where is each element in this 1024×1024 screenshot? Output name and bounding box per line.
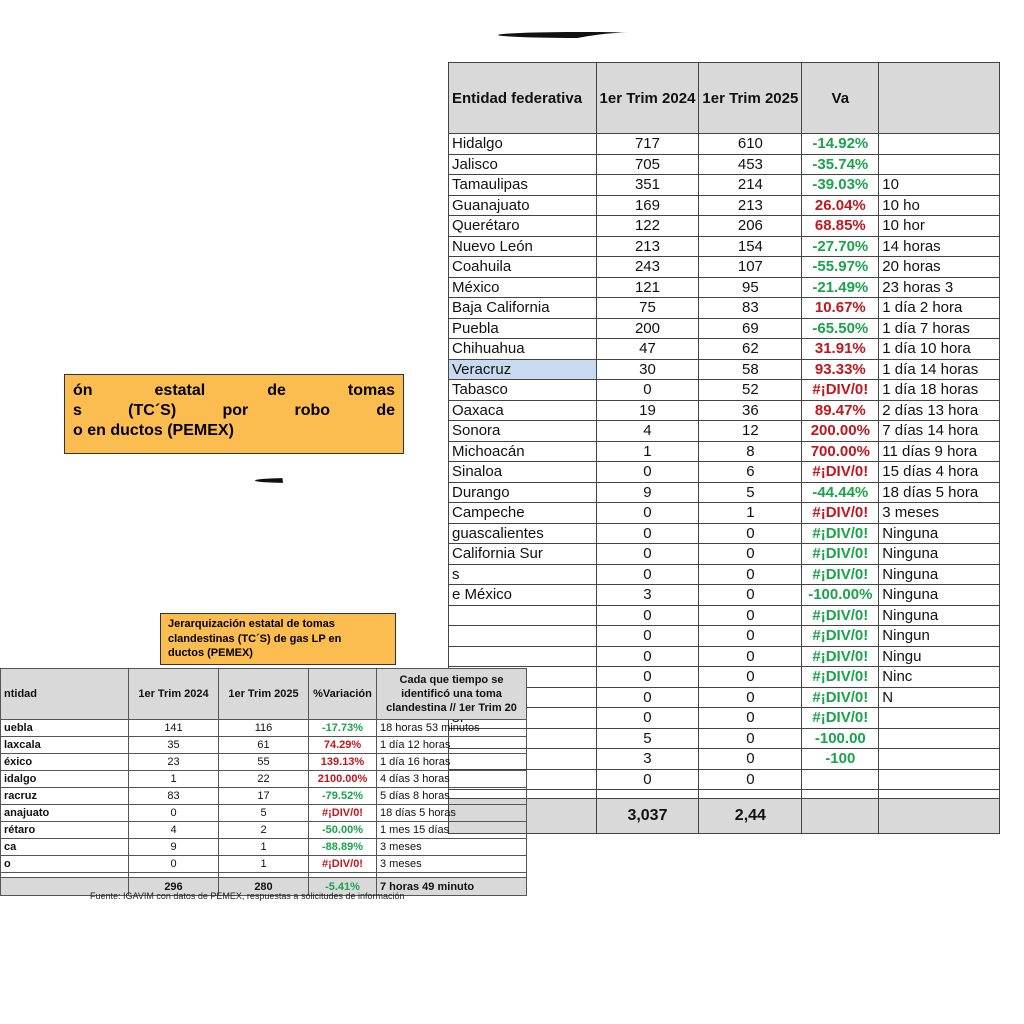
entity-cell: Jalisco bbox=[449, 154, 597, 175]
time-cell: Ninguna bbox=[879, 544, 1000, 565]
variation-cell: 26.04% bbox=[802, 195, 879, 216]
table-row bbox=[449, 195, 1000, 216]
entity-cell: racruz bbox=[1, 788, 129, 805]
trim-2025-cell: 453 bbox=[699, 154, 802, 175]
entity-cell: laxcala bbox=[1, 737, 129, 754]
trim-2025-cell: 36 bbox=[699, 400, 802, 421]
time-cell: 23 horas 3 bbox=[879, 277, 1000, 298]
trim-2025-cell: 52 bbox=[699, 380, 802, 401]
variation-cell: -79.52% bbox=[309, 788, 377, 805]
trim-2024-cell: 19 bbox=[596, 400, 699, 421]
lp-header-entity: ntidad bbox=[1, 669, 129, 720]
lp-table-title bbox=[160, 613, 396, 665]
trim-2024-cell: 200 bbox=[596, 318, 699, 339]
trim-2025-cell: 116 bbox=[219, 720, 309, 737]
entity-cell: o bbox=[1, 856, 129, 873]
trim-2025-cell: 22 bbox=[219, 771, 309, 788]
variation-cell: -65.50% bbox=[802, 318, 879, 339]
lp-ranking-table bbox=[0, 668, 527, 896]
trim-2024-cell: 705 bbox=[596, 154, 699, 175]
trim-2025-cell: 58 bbox=[699, 359, 802, 380]
trim-2025-cell: 0 bbox=[699, 564, 802, 585]
trim-2025-cell: 0 bbox=[699, 728, 802, 749]
lp-header-trim-2025: 1er Trim 2025 bbox=[219, 669, 309, 720]
trim-2025-cell: 107 bbox=[699, 257, 802, 278]
variation-cell: #¡DIV/0! bbox=[802, 523, 879, 544]
trim-2024-cell: 9 bbox=[596, 482, 699, 503]
spacer-cell bbox=[802, 790, 879, 799]
entity-cell: Oaxaca bbox=[449, 400, 597, 421]
lp-header-time: Cada que tiempo se identificó una toma clandestina // 1er Trim 20 bbox=[377, 669, 527, 720]
variation-cell bbox=[802, 769, 879, 790]
total-2024-cell: 296 bbox=[129, 878, 219, 896]
time-cell: 5 días 8 horas bbox=[377, 788, 527, 805]
entity-cell: Puebla bbox=[449, 318, 597, 339]
table-row bbox=[449, 277, 1000, 298]
total-variation-cell: -5.41% bbox=[309, 878, 377, 896]
entity-cell: uebla bbox=[1, 720, 129, 737]
gas-title-line: s (TC´S) por robo de bbox=[73, 402, 395, 419]
time-cell: 1 mes 15 días bbox=[377, 822, 527, 839]
variation-cell: -88.89% bbox=[309, 839, 377, 856]
trim-2025-cell: 213 bbox=[699, 195, 802, 216]
time-cell: 14 horas bbox=[879, 236, 1000, 257]
trim-2025-cell: 12 bbox=[699, 421, 802, 442]
trim-2024-cell: 0 bbox=[596, 544, 699, 565]
trim-2025-cell: 0 bbox=[699, 626, 802, 647]
trim-2025-cell: 0 bbox=[699, 749, 802, 770]
time-cell: 18 horas 53 minutos bbox=[377, 720, 527, 737]
entity-cell: Sonora bbox=[449, 421, 597, 442]
header-time bbox=[879, 63, 1000, 134]
entity-cell: Querétaro bbox=[449, 216, 597, 237]
time-cell: 11 días 9 hora bbox=[879, 441, 1000, 462]
entity-cell: Coahuila bbox=[449, 257, 597, 278]
trim-2025-cell: 61 bbox=[219, 737, 309, 754]
table-row bbox=[449, 380, 1000, 401]
time-cell: 1 día 2 hora bbox=[879, 298, 1000, 319]
variation-cell: #¡DIV/0! bbox=[802, 646, 879, 667]
entity-cell: Chihuahua bbox=[449, 339, 597, 360]
trim-2024-cell: 3 bbox=[596, 585, 699, 606]
trim-2024-cell: 9 bbox=[129, 839, 219, 856]
trim-2025-cell: 69 bbox=[699, 318, 802, 339]
header-variation: Va bbox=[802, 63, 879, 134]
time-cell bbox=[879, 728, 1000, 749]
time-cell: Ninguna bbox=[879, 523, 1000, 544]
trim-2024-cell: 0 bbox=[596, 503, 699, 524]
spacer-cell bbox=[879, 790, 1000, 799]
variation-cell: #¡DIV/0! bbox=[802, 380, 879, 401]
variation-cell: #¡DIV/0! bbox=[802, 462, 879, 483]
variation-cell: 700.00% bbox=[802, 441, 879, 462]
table-row bbox=[449, 421, 1000, 442]
lp-table-body bbox=[1, 720, 527, 896]
trim-2024-cell: 5 bbox=[596, 728, 699, 749]
trim-2024-cell: 4 bbox=[129, 822, 219, 839]
trim-2025-cell: 0 bbox=[699, 687, 802, 708]
time-cell bbox=[879, 769, 1000, 790]
entity-cell: rétaro bbox=[1, 822, 129, 839]
trim-2025-cell: 0 bbox=[699, 769, 802, 790]
time-cell: 1 día 16 horas bbox=[377, 754, 527, 771]
time-cell: Ninguna bbox=[879, 585, 1000, 606]
time-cell bbox=[879, 749, 1000, 770]
time-cell: Ninguna bbox=[879, 605, 1000, 626]
trim-2024-cell: 0 bbox=[129, 805, 219, 822]
variation-cell: -44.44% bbox=[802, 482, 879, 503]
entity-cell: s bbox=[449, 564, 597, 585]
entity-cell: Tabasco bbox=[449, 380, 597, 401]
variation-cell: -100 bbox=[802, 749, 879, 770]
variation-cell: -17.73% bbox=[309, 720, 377, 737]
trim-2025-cell: 154 bbox=[699, 236, 802, 257]
trim-2025-cell: 0 bbox=[699, 585, 802, 606]
table-row bbox=[1, 788, 527, 805]
trim-2025-cell: 8 bbox=[699, 441, 802, 462]
time-cell: Ningun bbox=[879, 626, 1000, 647]
total-2025-cell: 2,44 bbox=[699, 799, 802, 834]
trim-2024-cell: 0 bbox=[129, 856, 219, 873]
table-row bbox=[449, 318, 1000, 339]
lp-header-variation: %Variación bbox=[309, 669, 377, 720]
table-row bbox=[449, 359, 1000, 380]
time-cell: 3 meses bbox=[377, 856, 527, 873]
variation-cell: -14.92% bbox=[802, 134, 879, 155]
time-cell: 10 hor bbox=[879, 216, 1000, 237]
table-row bbox=[1, 805, 527, 822]
table-row bbox=[1, 754, 527, 771]
trim-2024-cell: 4 bbox=[596, 421, 699, 442]
trim-2024-cell: 213 bbox=[596, 236, 699, 257]
trim-2024-cell: 0 bbox=[596, 646, 699, 667]
table-row bbox=[449, 134, 1000, 155]
entity-cell: ca bbox=[1, 839, 129, 856]
variation-cell: 68.85% bbox=[802, 216, 879, 237]
time-cell: 3 meses bbox=[879, 503, 1000, 524]
table-row bbox=[1, 737, 527, 754]
trim-2025-cell: 83 bbox=[699, 298, 802, 319]
trim-2025-cell: 17 bbox=[219, 788, 309, 805]
trim-2025-cell: 2 bbox=[219, 822, 309, 839]
trim-2024-cell: 23 bbox=[129, 754, 219, 771]
variation-cell: #¡DIV/0! bbox=[309, 856, 377, 873]
total-2025-cell: 280 bbox=[219, 878, 309, 896]
entity-cell: Nuevo León bbox=[449, 236, 597, 257]
trim-2024-cell: 75 bbox=[596, 298, 699, 319]
table-row bbox=[1, 771, 527, 788]
variation-cell: 10.67% bbox=[802, 298, 879, 319]
lp-table-header bbox=[1, 669, 527, 720]
trim-2025-cell: 0 bbox=[699, 605, 802, 626]
table-row bbox=[449, 400, 1000, 421]
trim-2025-cell: 62 bbox=[699, 339, 802, 360]
variation-cell: -27.70% bbox=[802, 236, 879, 257]
spacer-cell bbox=[596, 790, 699, 799]
header-trim-2025: 1er Trim 2025 bbox=[699, 63, 802, 134]
gas-title-line: o en ductos (PEMEX) bbox=[73, 422, 234, 439]
table-row bbox=[449, 339, 1000, 360]
lp-title-line: Jerarquización estatal de tomas bbox=[168, 618, 335, 630]
table-row bbox=[449, 154, 1000, 175]
trim-2024-cell: 1 bbox=[596, 441, 699, 462]
entity-cell: Durango bbox=[449, 482, 597, 503]
time-cell: 3 meses bbox=[377, 839, 527, 856]
trim-2024-cell: 351 bbox=[596, 175, 699, 196]
table-row bbox=[449, 236, 1000, 257]
trim-2024-cell: 1 bbox=[129, 771, 219, 788]
variation-cell: 89.47% bbox=[802, 400, 879, 421]
trim-2024-cell: 30 bbox=[596, 359, 699, 380]
variation-cell: -100.00% bbox=[802, 585, 879, 606]
variation-cell: -50.00% bbox=[309, 822, 377, 839]
gas-title-crop bbox=[73, 374, 411, 456]
time-cell: 1 día 18 horas bbox=[879, 380, 1000, 401]
time-cell: 1 día 7 horas bbox=[879, 318, 1000, 339]
trim-2025-cell: 6 bbox=[699, 462, 802, 483]
variation-cell: #¡DIV/0! bbox=[309, 805, 377, 822]
table-row bbox=[449, 298, 1000, 319]
total-time-cell: 7 horas 49 minuto bbox=[377, 878, 527, 896]
trim-2024-cell: 169 bbox=[596, 195, 699, 216]
trim-2025-cell: 206 bbox=[699, 216, 802, 237]
entity-cell: Sinaloa bbox=[449, 462, 597, 483]
variation-cell: -55.97% bbox=[802, 257, 879, 278]
trim-2025-cell: 610 bbox=[699, 134, 802, 155]
trim-2024-cell: 0 bbox=[596, 462, 699, 483]
table-row bbox=[1, 720, 527, 737]
time-cell: Ninguna bbox=[879, 564, 1000, 585]
trim-2024-cell: 0 bbox=[596, 687, 699, 708]
trim-2025-cell: 0 bbox=[699, 708, 802, 729]
trim-2024-cell: 3 bbox=[596, 749, 699, 770]
entity-cell: California Sur bbox=[449, 544, 597, 565]
source-note: Fuente: IGAVIM con datos de PEMEX, respuestas a solicitudes de información bbox=[90, 891, 405, 901]
table-row bbox=[449, 175, 1000, 196]
time-cell: Ningu bbox=[879, 646, 1000, 667]
lp-title-line: ductos (PEMEX) bbox=[168, 647, 253, 659]
variation-cell: -39.03% bbox=[802, 175, 879, 196]
table-row bbox=[449, 257, 1000, 278]
variation-cell: 93.33% bbox=[802, 359, 879, 380]
trim-2025-cell: 1 bbox=[219, 856, 309, 873]
time-cell: 20 horas bbox=[879, 257, 1000, 278]
time-cell: 1 día 12 horas bbox=[377, 737, 527, 754]
trim-2024-cell: 0 bbox=[596, 380, 699, 401]
trim-2024-cell: 0 bbox=[596, 564, 699, 585]
time-cell: 1 día 10 hora bbox=[879, 339, 1000, 360]
trim-2024-cell: 0 bbox=[596, 769, 699, 790]
trim-2024-cell: 717 bbox=[596, 134, 699, 155]
total-2024-cell: 3,037 bbox=[596, 799, 699, 834]
variation-cell: #¡DIV/0! bbox=[802, 687, 879, 708]
entity-cell: Tamaulipas bbox=[449, 175, 597, 196]
variation-cell: 2100.00% bbox=[309, 771, 377, 788]
variation-cell: 74.29% bbox=[309, 737, 377, 754]
entity-cell: Veracruz bbox=[449, 359, 597, 380]
lp-title-line: clandestinas (TC´S) de gas LP en bbox=[168, 632, 342, 645]
entity-cell: éxico bbox=[1, 754, 129, 771]
time-cell bbox=[879, 134, 1000, 155]
trim-2025-cell: 1 bbox=[699, 503, 802, 524]
trim-2025-cell: 55 bbox=[219, 754, 309, 771]
time-cell: Ninc bbox=[879, 667, 1000, 688]
table-row bbox=[449, 216, 1000, 237]
entity-cell: Baja California bbox=[449, 298, 597, 319]
lp-header-trim-2024: 1er Trim 2024 bbox=[129, 669, 219, 720]
trim-2024-cell: 121 bbox=[596, 277, 699, 298]
time-cell bbox=[879, 154, 1000, 175]
total-time-cell bbox=[879, 799, 1000, 834]
time-cell: 18 días 5 hora bbox=[879, 482, 1000, 503]
spacer-cell bbox=[699, 790, 802, 799]
variation-cell: -100.00 bbox=[802, 728, 879, 749]
variation-cell: #¡DIV/0! bbox=[802, 605, 879, 626]
table-row bbox=[1, 822, 527, 839]
trim-2024-cell: 35 bbox=[129, 737, 219, 754]
variation-cell: #¡DIV/0! bbox=[802, 503, 879, 524]
trim-2024-cell: 243 bbox=[596, 257, 699, 278]
gas-table-title bbox=[64, 374, 404, 454]
trim-2025-cell: 5 bbox=[219, 805, 309, 822]
entity-cell: guascalientes bbox=[449, 523, 597, 544]
gas-title-line: ón estatal de tomas bbox=[73, 382, 395, 399]
trim-2024-cell: 47 bbox=[596, 339, 699, 360]
variation-cell: 200.00% bbox=[802, 421, 879, 442]
variation-cell: #¡DIV/0! bbox=[802, 544, 879, 565]
variation-cell: #¡DIV/0! bbox=[802, 667, 879, 688]
time-cell: 2 días 13 hora bbox=[879, 400, 1000, 421]
time-cell: 4 días 3 horas bbox=[377, 771, 527, 788]
header-trim-2024: 1er Trim 2024 bbox=[596, 63, 699, 134]
trim-2025-cell: 0 bbox=[699, 544, 802, 565]
time-cell: 15 días 4 hora bbox=[879, 462, 1000, 483]
entity-cell: Guanajuato bbox=[449, 195, 597, 216]
variation-cell: -35.74% bbox=[802, 154, 879, 175]
trim-2025-cell: 0 bbox=[699, 667, 802, 688]
variation-cell: #¡DIV/0! bbox=[802, 708, 879, 729]
trim-2024-cell: 0 bbox=[596, 708, 699, 729]
entity-cell: Campeche bbox=[449, 503, 597, 524]
trim-2024-cell: 141 bbox=[129, 720, 219, 737]
variation-cell: -21.49% bbox=[802, 277, 879, 298]
table-row bbox=[1, 856, 527, 873]
time-cell: N bbox=[879, 687, 1000, 708]
variation-cell: 139.13% bbox=[309, 754, 377, 771]
table-row bbox=[1, 839, 527, 856]
entity-cell: anajuato bbox=[1, 805, 129, 822]
table-row bbox=[449, 441, 1000, 462]
time-cell: 1 día 14 horas bbox=[879, 359, 1000, 380]
time-cell bbox=[879, 708, 1000, 729]
trim-2024-cell: 0 bbox=[596, 626, 699, 647]
entity-cell: idalgo bbox=[1, 771, 129, 788]
trim-2025-cell: 214 bbox=[699, 175, 802, 196]
entity-cell: Michoacán bbox=[449, 441, 597, 462]
entity-cell: Hidalgo bbox=[449, 134, 597, 155]
time-cell: 7 días 14 hora bbox=[879, 421, 1000, 442]
time-cell: 10 bbox=[879, 175, 1000, 196]
header-entity: Entidad federativa bbox=[449, 63, 597, 134]
entity-cell: e México bbox=[449, 585, 597, 606]
variation-cell: #¡DIV/0! bbox=[802, 626, 879, 647]
trim-2024-cell: 0 bbox=[596, 523, 699, 544]
variation-cell: 31.91% bbox=[802, 339, 879, 360]
trim-2024-cell: 0 bbox=[596, 667, 699, 688]
variation-cell: #¡DIV/0! bbox=[802, 564, 879, 585]
trim-2024-cell: 83 bbox=[129, 788, 219, 805]
trim-2025-cell: 0 bbox=[699, 523, 802, 544]
entity-cell: México bbox=[449, 277, 597, 298]
lp-table-circle bbox=[0, 470, 565, 920]
trim-2025-cell: 0 bbox=[699, 646, 802, 667]
trim-2025-cell: 1 bbox=[219, 839, 309, 856]
trim-2024-cell: 122 bbox=[596, 216, 699, 237]
time-cell: 18 días 5 horas bbox=[377, 805, 527, 822]
trim-2025-cell: 95 bbox=[699, 277, 802, 298]
time-cell: 10 ho bbox=[879, 195, 1000, 216]
gas-table-header bbox=[449, 63, 1000, 134]
trim-2024-cell: 0 bbox=[596, 605, 699, 626]
total-variation-cell bbox=[802, 799, 879, 834]
trim-2025-cell: 5 bbox=[699, 482, 802, 503]
